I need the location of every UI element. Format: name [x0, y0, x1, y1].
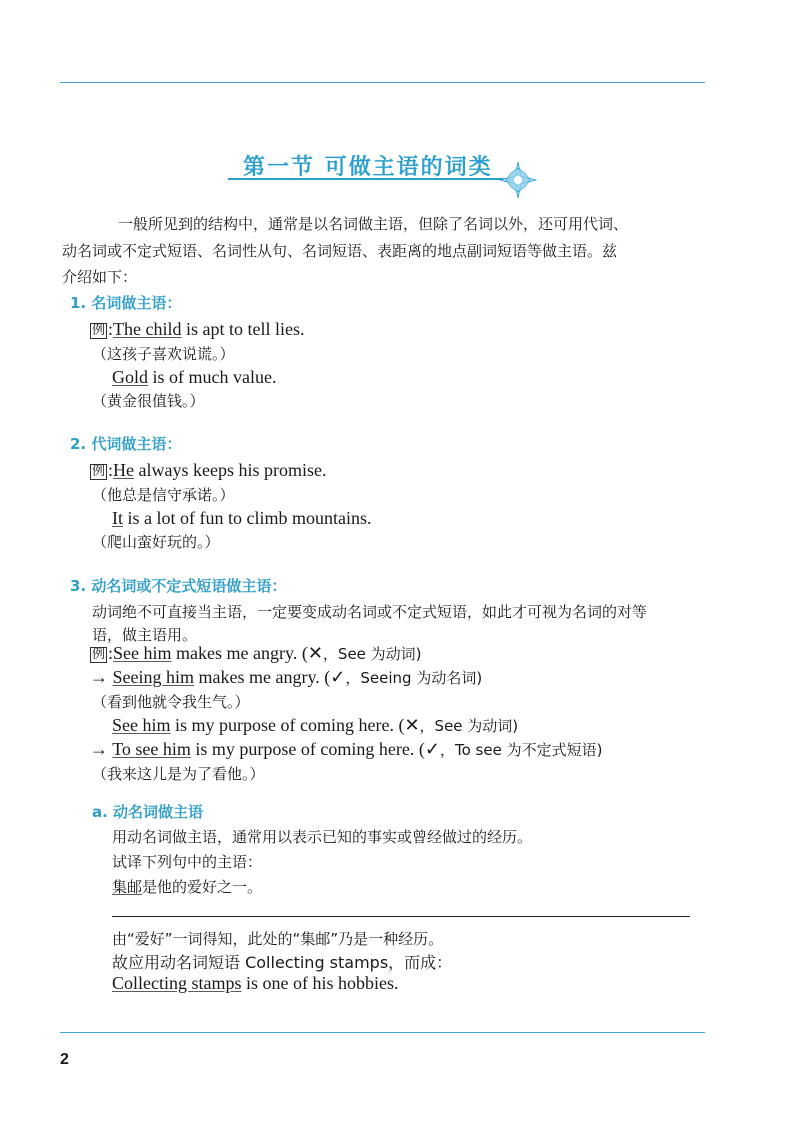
subsection-a-line-3	[112, 876, 262, 897]
sentence-rest: is apt to tell lies.	[181, 319, 305, 339]
answer-line-1: 由“爱好”一词得知，此处的“集邮”乃是一种经历。	[112, 930, 444, 948]
top-rule	[60, 82, 705, 83]
subsection-a-line-1: 用动名词做主语，通常用以表示已知的事实或曾经做过的经历。	[112, 828, 533, 846]
subsection-a-line-2: 试译下列句中的主语：	[112, 853, 263, 871]
page-title: 第一节 可做主语的词类	[243, 154, 493, 180]
section-3-line-3	[112, 715, 518, 736]
intro-line-1: 一般所见到的结构中，通常是以名词做主语，但除了名词以外，还可用代词、	[118, 215, 629, 233]
section-3-line-4	[90, 739, 602, 760]
sentence-rest: is one of his hobbies.	[241, 973, 399, 993]
check-icon: ✓	[330, 667, 346, 687]
subject: The child	[113, 319, 182, 339]
subject: Gold	[112, 367, 148, 387]
section-3-heading: 3. 动名词或不定式短语做主语：	[70, 577, 287, 595]
section-2-example-2	[112, 508, 371, 529]
section-1-heading: 1. 名词做主语：	[70, 294, 182, 312]
note: ，Seeing 为动名词)	[345, 669, 483, 687]
answer-line	[112, 916, 690, 917]
section-1-translation-1: （这孩子喜欢说谎。）	[92, 345, 235, 363]
section-1-example-2	[112, 367, 276, 388]
section-2-heading: 2. 代词做主语：	[70, 435, 182, 453]
section-1-example-1: 例 :The child is apt to tell lies.	[92, 319, 305, 339]
intro-line-3: 介绍如下：	[62, 268, 138, 286]
subject: Collecting stamps	[112, 973, 242, 993]
answer-line-3	[112, 973, 399, 994]
note: ，See 为动词)	[322, 645, 422, 663]
answer-line-2: 故应用动名词短语 Collecting stamps，而成：	[112, 953, 453, 972]
subject: To see him	[112, 739, 191, 759]
example-label-icon: 例	[92, 647, 106, 662]
example-label-icon: 例	[92, 323, 106, 338]
subject: He	[113, 460, 135, 480]
intro-line-2: 动名词或不定式短语、名词性从句、名词短语、表距离的地点副词短语等做主语。兹	[62, 242, 618, 260]
sentence-rest: is a lot of fun to climb mountains.	[123, 508, 372, 528]
subject: It	[112, 508, 123, 528]
title-underline	[228, 168, 538, 198]
example-label-icon: 例	[92, 464, 106, 479]
wrong-icon: ✕	[307, 643, 323, 663]
arrow-icon: →	[90, 667, 108, 687]
check-icon: ✓	[424, 739, 440, 759]
note: ，To see 为不定式短语)	[439, 741, 603, 759]
section-3-translation-2: （我来这儿是为了看他。）	[92, 765, 265, 783]
sentence-rest: makes me angry. (	[171, 643, 308, 663]
note: ，See 为动词)	[419, 717, 519, 735]
section-1-translation-2: （黄金很值钱。）	[92, 392, 205, 410]
sentence-rest: always keeps his promise.	[134, 460, 327, 480]
section-2-translation-2: （爬山蛮好玩的。）	[92, 533, 220, 551]
subject: 集邮	[112, 878, 143, 896]
subsection-a-heading: a. 动名词做主语	[92, 803, 204, 821]
section-3-line-1: 例 :See him makes me angry. (✕，See 为动词)	[92, 643, 422, 663]
sentence-rest: is my purpose of coming here. (	[190, 739, 425, 759]
section-3-translation-1: （看到他就令我生气。）	[92, 693, 250, 711]
subject: See him	[113, 643, 172, 663]
sentence-rest: 是他的爱好之一。	[142, 878, 263, 896]
section-2-translation-1: （他总是信守承诺。）	[92, 486, 235, 504]
bottom-rule	[60, 1032, 705, 1033]
sentence-rest: is my purpose of coming here. (	[170, 715, 405, 735]
section-3-line-2	[90, 667, 482, 688]
arrow-icon: →	[90, 739, 108, 759]
subject: Seeing him	[112, 667, 194, 687]
subject: See him	[112, 715, 171, 735]
sparkle-icon	[498, 160, 538, 200]
section-3-desc-2: 语，做主语用。	[92, 626, 198, 644]
sentence-rest: is of much value.	[148, 367, 277, 387]
page-number: 2	[60, 1051, 69, 1068]
section-2-example-1: 例 :He always keeps his promise.	[92, 460, 327, 480]
section-3-desc-1: 动词绝不可直接当主语，一定要变成动名词或不定式短语，如此才可视为名词的对等	[92, 603, 648, 621]
wrong-icon: ✕	[404, 715, 420, 735]
sentence-rest: makes me angry. (	[194, 667, 331, 687]
